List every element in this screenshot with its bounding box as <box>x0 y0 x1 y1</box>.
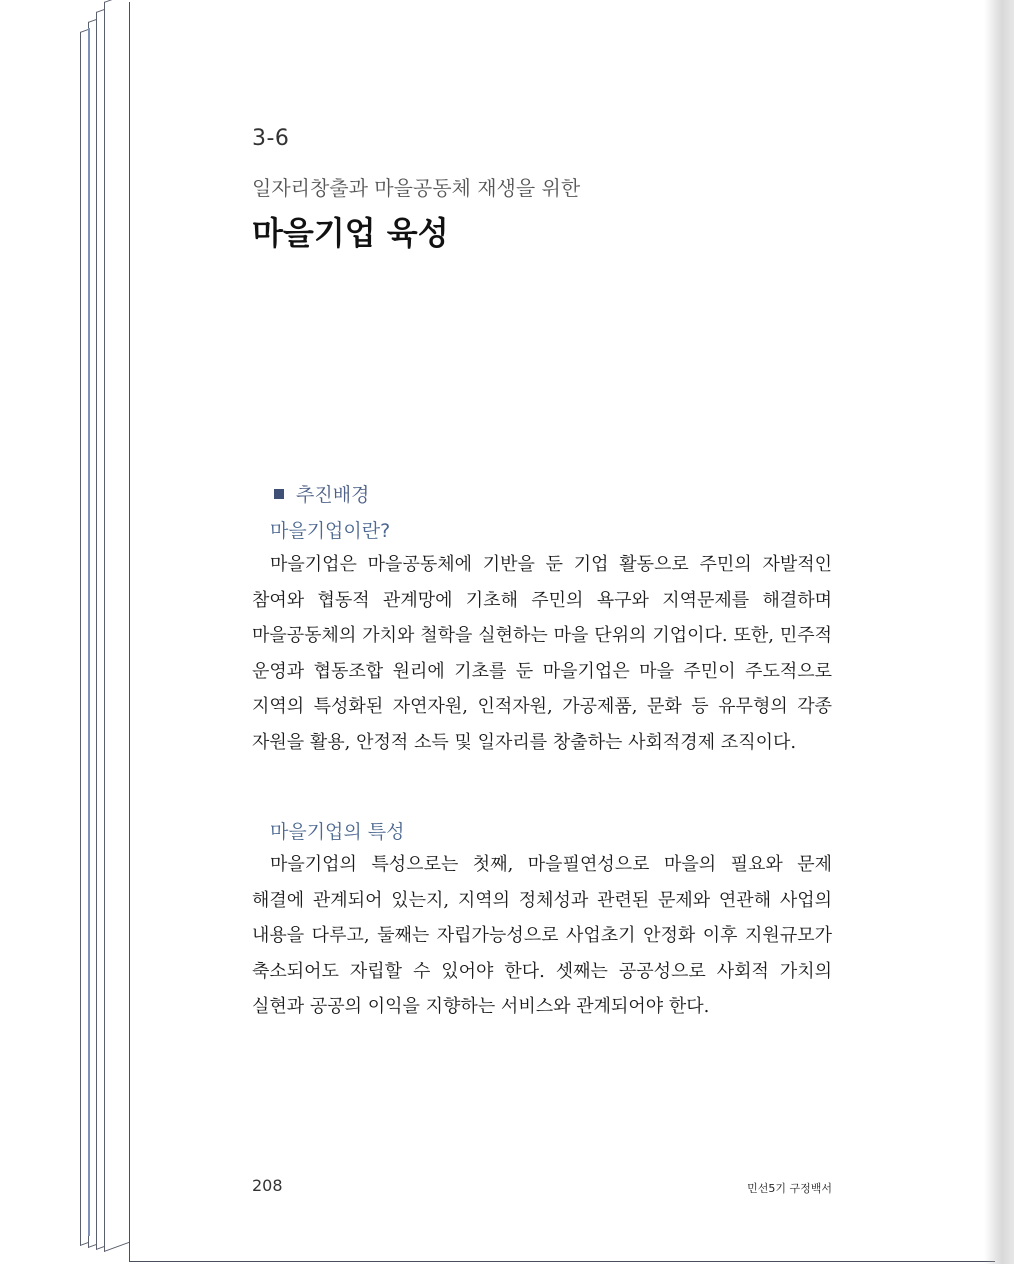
subsection-heading: 마을기업의 특성 <box>270 821 405 843</box>
square-bullet-icon <box>274 489 284 499</box>
page-stack-blue-edge <box>88 28 90 1236</box>
section-number: 3-6 <box>252 126 290 151</box>
chapter-title: 마을기업 육성 <box>252 214 449 252</box>
page-shadow <box>984 0 1014 1264</box>
body-paragraph: 마을기업은 마을공동체에 기반을 둔 기업 활동으로 주민의 자발적인 참여와 협동적 관계망에 기초해 주민의 욕구와 지역문제를 해결하며 마을공동체의 가치와 철학을 실현하는 마을 단위의 기업이다. 또한, 민주적 운영과 협동조합 원리에 기초를 둔 마을기업은 마을 주민이 주도적으로 지역의 특성화된 자연자원, 인적자원, 가공제품, 문화 등 유무형의 각종 자원을 활용, 안정적 소득 및 일자리를 창출하는 사회적경제 조직이다. <box>252 554 832 753</box>
section-heading <box>274 480 369 507</box>
chapter-subtitle: 일자리창출과 마을공동체 재생을 위한 <box>252 176 581 200</box>
page-number: 208 <box>252 1176 283 1195</box>
body-paragraph: 마을기업의 특성으로는 첫째, 마을필연성으로 마을의 필요와 문제 해결에 관계되어 있는지, 지역의 정체성과 관련된 문제와 연관해 사업의 내용을 다루고, 둘째는 자립가능성으로 사업초기 안정화 이후 지원규모가 축소되어도 자립할 수 있어야 한다. 셋째는 공공성으로 사회적 가치의 실현과 공공의 이익을 지향하는 서비스와 관계되어야 한다. <box>252 854 832 1017</box>
subsection-heading: 마을기업이란? <box>270 520 391 542</box>
section-heading-label: 추진배경 <box>296 484 370 506</box>
running-footer: 민선5기 구정백서 <box>747 1182 832 1195</box>
